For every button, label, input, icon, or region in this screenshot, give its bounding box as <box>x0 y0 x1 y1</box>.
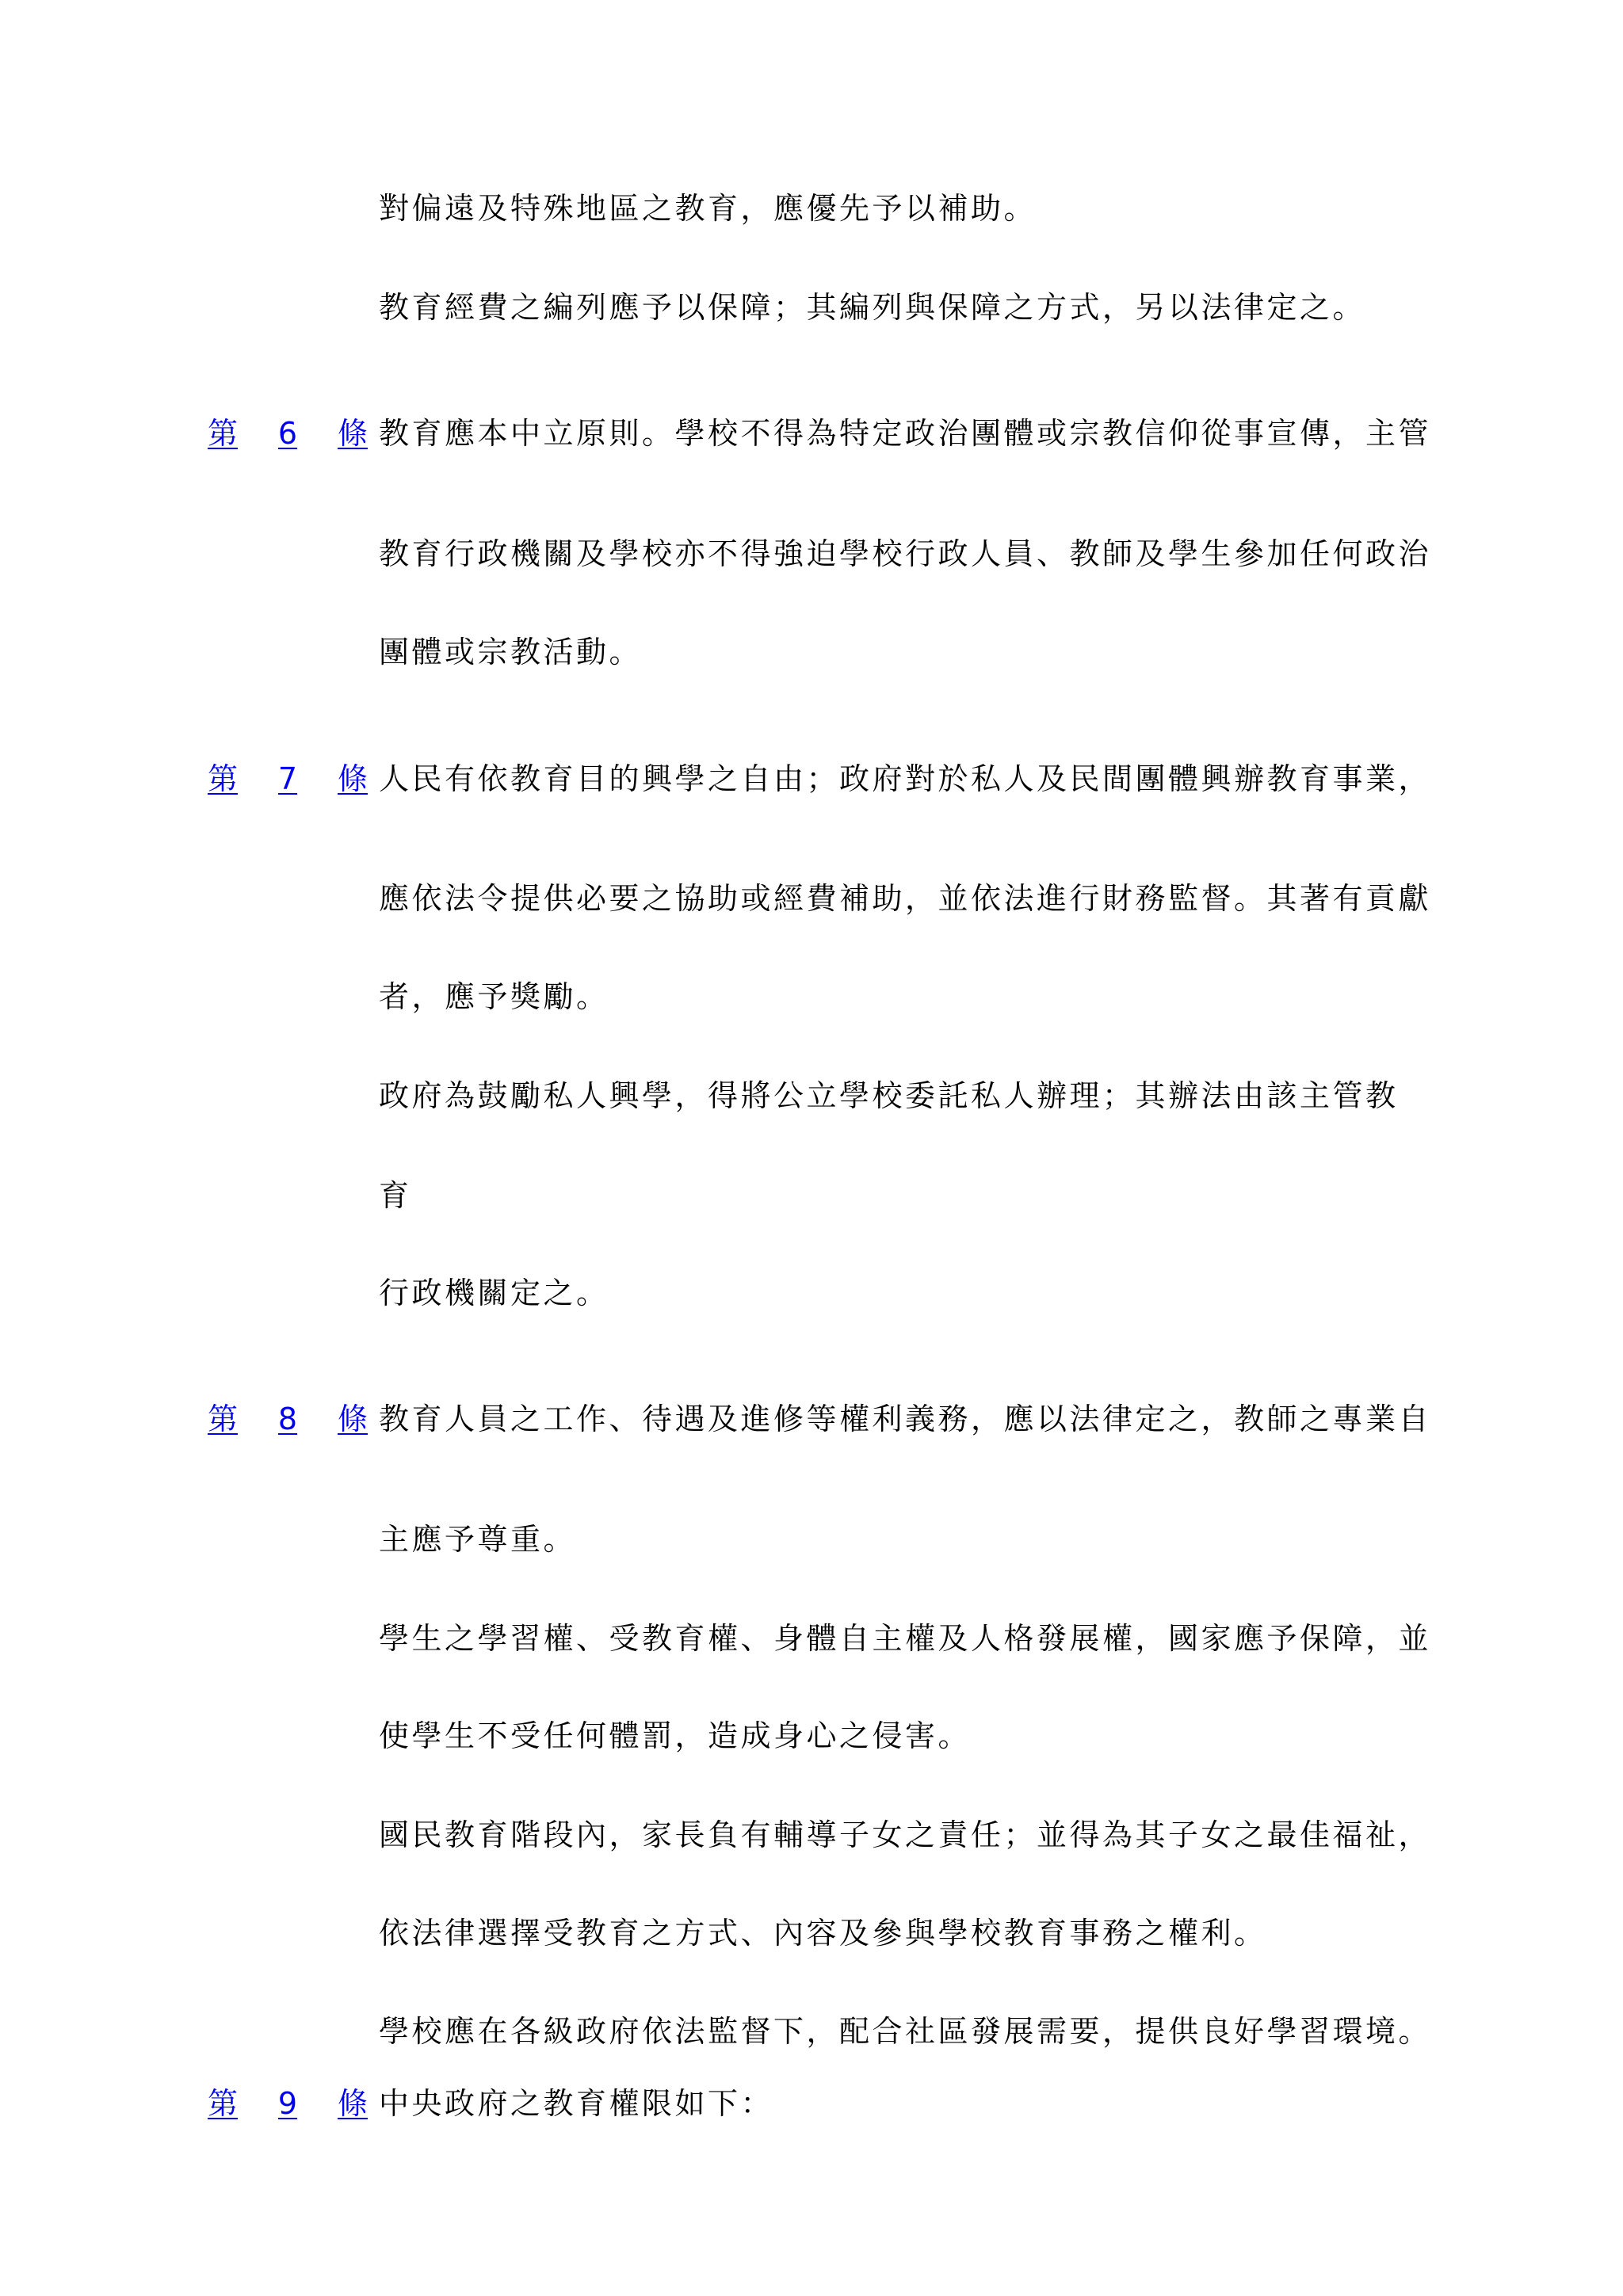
article-prefix: 第 <box>208 416 239 451</box>
article-number: 6 <box>277 416 298 451</box>
paragraph-line: 主應予尊重。 <box>379 1522 577 1557</box>
article-prefix: 第 <box>208 1402 239 1436</box>
paragraph-line: 使學生不受任何體罰，造成身心之侵害。 <box>379 1718 972 1753</box>
article-suffix: 條 <box>337 2086 368 2121</box>
article-7-link[interactable] <box>208 761 368 797</box>
paragraph-line: 學生之學習權、受教育權、身體自主權及人格發展權，國家應予保障，並 <box>379 1621 1432 1656</box>
article-number: 8 <box>277 1402 298 1436</box>
article-number: 9 <box>277 2086 298 2121</box>
paragraph-line: 教育經費之編列應予以保障；其編列與保障之方式，另以法律定之。 <box>379 290 1366 325</box>
paragraph-line: 教育行政機關及學校亦不得強迫學校行政人員、教師及學生參加任何政治 <box>379 536 1432 571</box>
article-6-link[interactable] <box>208 415 368 452</box>
paragraph-line: 應依法令提供必要之協助或經費補助，並依法進行財務監督。其著有貢獻 <box>379 881 1432 916</box>
paragraph-line: 教育人員之工作、待遇及進修等權利義務，應以法律定之，教師之專業自 <box>379 1402 1432 1436</box>
paragraph-line: 教育應本中立原則。學校不得為特定政治團體或宗教信仰從事宣傳，主管 <box>379 416 1432 451</box>
paragraph-line: 學校應在各級政府依法監督下，配合社區發展需要，提供良好學習環境。 <box>379 2014 1432 2049</box>
paragraph-line: 國民教育階段內，家長負有輔導子女之責任；並得為其子女之最佳福祉， <box>379 1817 1432 1852</box>
paragraph-line: 依法律選擇受教育之方式、內容及參與學校教育事務之權利。 <box>379 1916 1267 1951</box>
paragraph-line: 對偏遠及特殊地區之教育，應優先予以補助。 <box>379 191 1037 226</box>
article-8-link[interactable] <box>208 1401 368 1437</box>
paragraph-line: 團體或宗教活動。 <box>379 635 643 669</box>
article-prefix: 第 <box>208 761 239 796</box>
article-9-link[interactable] <box>208 2085 368 2122</box>
article-suffix: 條 <box>337 416 368 451</box>
paragraph-line: 政府為鼓勵私人興學，得將公立學校委託私人辦理；其辦法由該主管教 <box>379 1078 1399 1113</box>
paragraph-line: 行政機關定之。 <box>379 1276 609 1310</box>
article-number: 7 <box>277 761 298 796</box>
paragraph-line: 者，應予獎勵。 <box>379 979 609 1014</box>
article-suffix: 條 <box>337 761 368 796</box>
paragraph-line: 育 <box>379 1178 412 1213</box>
article-suffix: 條 <box>337 1402 368 1436</box>
paragraph-line: 中央政府之教育權限如下： <box>379 2086 774 2121</box>
paragraph-line: 人民有依教育目的興學之自由；政府對於私人及民間團體興辦教育事業， <box>379 761 1432 796</box>
article-prefix: 第 <box>208 2086 239 2121</box>
